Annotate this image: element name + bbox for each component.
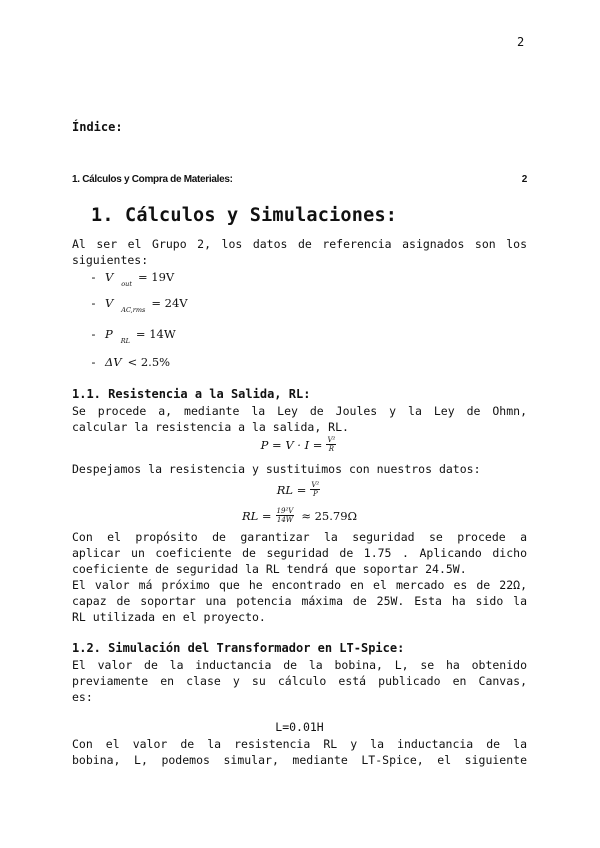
eq-den: P — [312, 490, 318, 498]
section-title: 1. Cálculos y Simulaciones: — [91, 205, 398, 226]
paragraph — [72, 529, 527, 625]
toc-entry-title: 1. Cálculos y Compra de Materiales: — [72, 174, 233, 185]
text-line: RL utilizada en el proyecto. — [72, 610, 266, 624]
bullet-value: = 19V — [137, 270, 175, 284]
text-line: bobina, L, podemos simular, mediante LT-Spice, el siguiente — [72, 753, 527, 767]
subsection-title: 1.2. Simulación del Transformador en LT-Spice: — [72, 641, 405, 655]
bullet-var: V — [104, 270, 114, 284]
bullet-var: P — [104, 327, 113, 341]
paragraph — [72, 403, 527, 435]
paragraph — [72, 657, 527, 705]
text-line: siguientes: — [72, 253, 149, 267]
equation-rl — [72, 481, 527, 498]
eq-den: 14W — [276, 516, 293, 524]
eq-num: V² — [327, 436, 336, 444]
bullet-item: - P RL = 14W — [90, 327, 176, 345]
bullet-value: = 24V — [151, 296, 188, 310]
equation-rl-value — [72, 507, 527, 524]
bullet-sub: RL — [120, 337, 130, 345]
equation-inductance: L=0.01H — [275, 720, 324, 734]
text-line: Al ser el Grupo 2, los datos de referencia asignados son los — [72, 237, 527, 251]
subsection-title: 1.1. Resistencia a la Salida, RL: — [72, 387, 311, 401]
eq-den: R — [328, 445, 335, 453]
bullet-var: ΔV — [104, 355, 122, 369]
index-heading: Índice: — [72, 120, 123, 134]
eq-num: 19²V — [276, 507, 294, 515]
bullet-sub: AC,rms — [121, 306, 146, 314]
paragraph — [72, 736, 527, 768]
text-line: coeficiente de seguridad la RL tendrá que soportar 24.5W. — [72, 562, 467, 576]
text-line: es: — [72, 690, 93, 704]
equation-power — [72, 436, 527, 453]
bullet-value: = 14W — [135, 327, 176, 341]
text-line: calcular la resistencia a la salida, RL. — [72, 420, 349, 434]
bullet-value: < 2.5% — [127, 355, 171, 369]
intro-paragraph — [72, 236, 527, 268]
eq-left: RL = — [241, 508, 272, 523]
text-line: Con el valor de la resistencia RL y la inductancia de la — [72, 737, 527, 751]
page-number: 2 — [517, 35, 525, 49]
text-line: Despejamos la resistencia y sustituimos con nuestros datos: — [72, 462, 481, 476]
text-line: Con el propósito de garantizar la seguridad se procede a — [72, 530, 527, 544]
eq-left: RL = — [276, 482, 307, 497]
bullet-item: - V AC,rms = 24V — [90, 296, 188, 314]
toc-entry[interactable] — [72, 174, 527, 185]
text-line: El valor de la inductancia de la bobina, L, se ha obtenido — [72, 658, 527, 672]
text-line: Se procede a, mediante la Ley de Joules y la Ley de Ohmn, — [72, 404, 527, 418]
bullet-item: - ΔV < 2.5% — [90, 355, 171, 369]
bullet-var: V — [104, 296, 114, 310]
bullet-item: - V out = 19V — [90, 270, 175, 288]
text-line: previamente en clase y su cálculo está publicado en Canvas, — [72, 674, 527, 688]
paragraph — [72, 461, 527, 477]
eq-num: V² — [311, 481, 320, 489]
bullet-sub: out — [121, 280, 132, 288]
text-line: El valor má próximo que he encontrado en el mercado es de 22Ω, — [72, 578, 527, 592]
text-line: aplicar un coeficiente de seguridad de 1.75 . Aplicando dicho — [72, 546, 527, 560]
eq-left: P = V · I = — [260, 437, 323, 452]
text-line: capaz de soportar una potencia máxima de 25W. Esta ha sido la — [72, 594, 527, 608]
toc-entry-page: 2 — [521, 174, 527, 185]
eq-right: ≈ 25.79Ω — [301, 508, 358, 523]
